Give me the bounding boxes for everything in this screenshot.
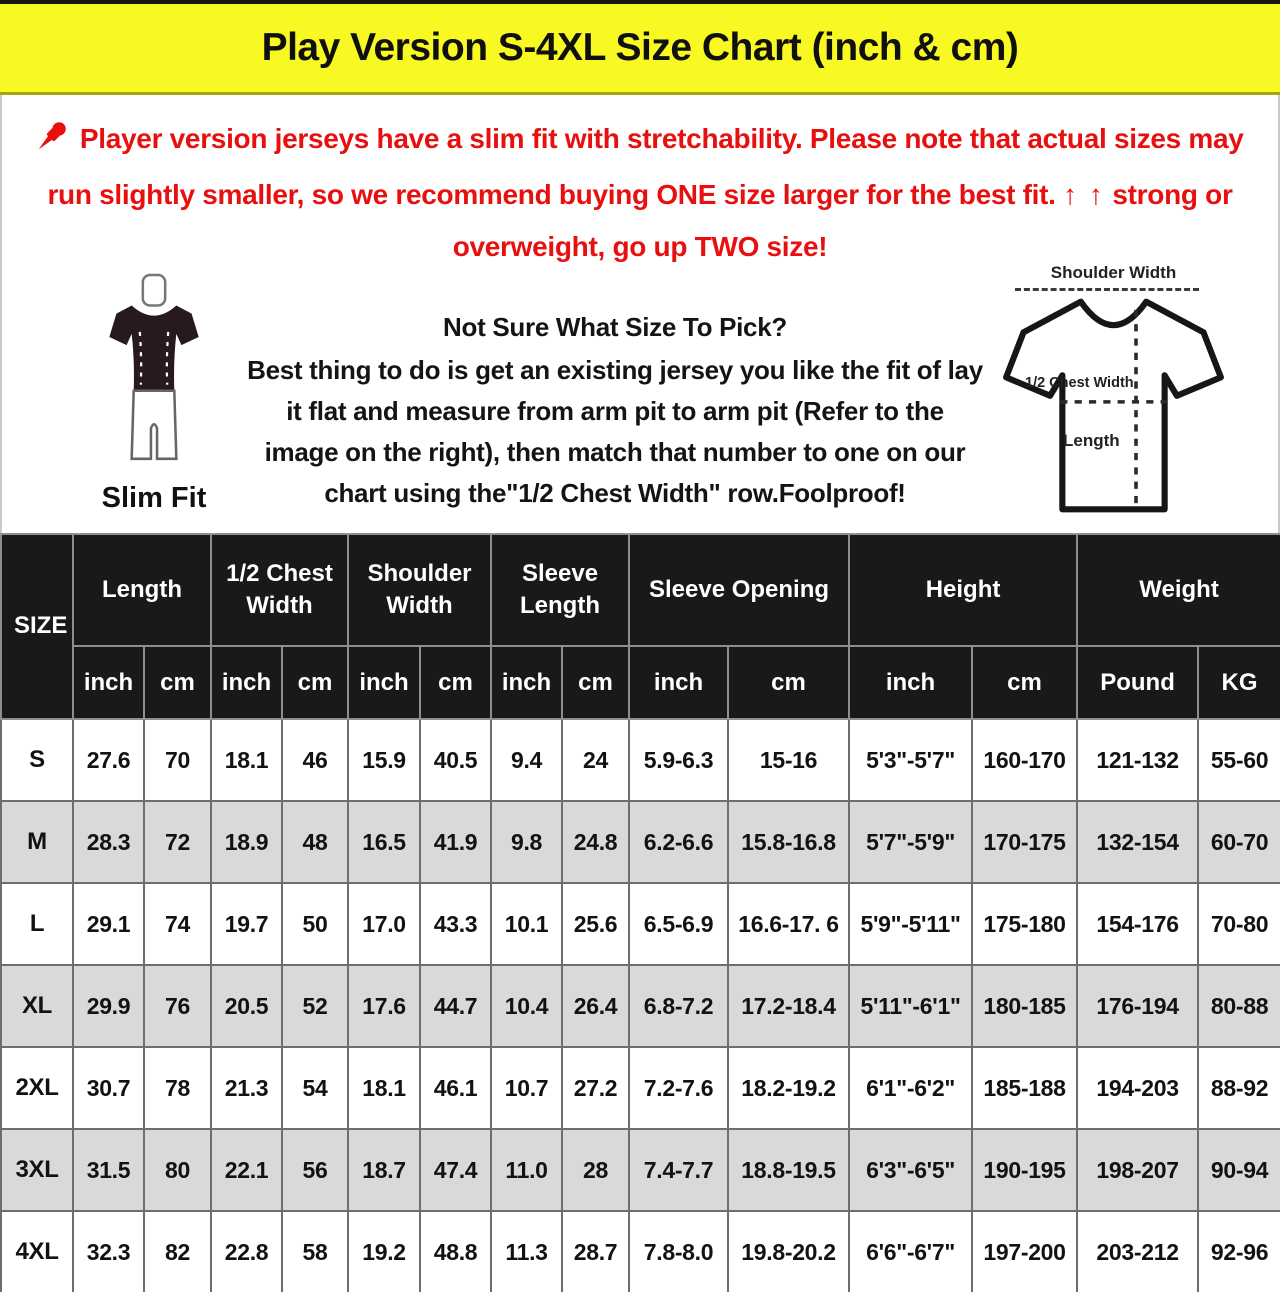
slim-fit-icon — [98, 458, 210, 475]
measurement-cell: 28.3 — [73, 801, 144, 883]
measurement-cell: 80-88 — [1198, 965, 1280, 1047]
measurement-cell: 56 — [282, 1129, 348, 1211]
measurement-cell: 88-92 — [1198, 1047, 1280, 1129]
measurement-cell: 82 — [144, 1211, 211, 1292]
column-group-header: Length — [73, 534, 211, 646]
unit-header: inch — [491, 646, 562, 719]
measurement-cell: 185-188 — [972, 1047, 1077, 1129]
measurement-cell: 48 — [282, 801, 348, 883]
measurement-cell: 19.7 — [211, 883, 282, 965]
measurement-cell: 5.9-6.3 — [629, 719, 728, 801]
measurement-cell: 194-203 — [1077, 1047, 1198, 1129]
measurement-cell: 30.7 — [73, 1047, 144, 1129]
measurement-diagram — [1001, 263, 1226, 525]
measurement-cell: 15.9 — [348, 719, 420, 801]
slim-fit-figure — [44, 273, 264, 515]
measurement-cell: 78 — [144, 1047, 211, 1129]
measurement-cell: 32.3 — [73, 1211, 144, 1292]
measurement-cell: 54 — [282, 1047, 348, 1129]
measurement-cell: 18.1 — [211, 719, 282, 801]
measurement-cell: 18.1 — [348, 1047, 420, 1129]
measurement-cell: 198-207 — [1077, 1129, 1198, 1211]
measurement-cell: 43.3 — [420, 883, 491, 965]
measurement-cell: 46.1 — [420, 1047, 491, 1129]
measurement-cell: 7.4-7.7 — [629, 1129, 728, 1211]
instruction-section — [0, 95, 1280, 533]
measurement-cell: 5'11"-6'1" — [849, 965, 972, 1047]
guide-body: Best thing to do is get an existing jersey you like the fit of lay it flat and measure from arm pit to arm pit (Refer to the image on the right), then match that number to one on our chart using the"1/2 Chest Width" row.Foolproof! — [247, 355, 983, 509]
measurement-cell: 154-176 — [1077, 883, 1198, 965]
unit-header: inch — [73, 646, 144, 719]
measurement-cell: 6.2-6.6 — [629, 801, 728, 883]
measurement-cell: 170-175 — [972, 801, 1077, 883]
measurement-cell: 40.5 — [420, 719, 491, 801]
pushpin-icon — [36, 127, 75, 158]
measurement-cell: 6'3"-6'5" — [849, 1129, 972, 1211]
measurement-cell: 20.5 — [211, 965, 282, 1047]
fit-warning-before: Player version jerseys have a slim fit with stretchability. Please note that actual sizes may run slightly smaller, so we recommend buying ONE size larger for the best fit. — [47, 123, 1244, 210]
measurement-cell: 180-185 — [972, 965, 1077, 1047]
size-table — [0, 533, 1280, 1292]
measurement-cell: 29.1 — [73, 883, 144, 965]
size-pick-guide — [247, 307, 983, 514]
column-group-header: Shoulder Width — [348, 534, 491, 646]
measurement-cell: 10.4 — [491, 965, 562, 1047]
measurement-cell: 27.6 — [73, 719, 144, 801]
measurement-cell: 27.2 — [562, 1047, 629, 1129]
measurement-cell: 21.3 — [211, 1047, 282, 1129]
measurement-cell: 7.2-7.6 — [629, 1047, 728, 1129]
measurement-cell: 203-212 — [1077, 1211, 1198, 1292]
measurement-cell: 7.8-8.0 — [629, 1211, 728, 1292]
tshirt-diagram-icon — [1001, 289, 1226, 525]
measurement-cell: 15-16 — [728, 719, 849, 801]
measurement-cell: 25.6 — [562, 883, 629, 965]
size-row — [1, 1211, 1280, 1292]
unit-header: inch — [849, 646, 972, 719]
measurement-cell: 176-194 — [1077, 965, 1198, 1047]
measurement-cell: 72 — [144, 801, 211, 883]
measurement-cell: 18.9 — [211, 801, 282, 883]
measurement-cell: 28 — [562, 1129, 629, 1211]
measurement-cell: 5'3"-5'7" — [849, 719, 972, 801]
measurement-cell: 11.0 — [491, 1129, 562, 1211]
size-row — [1, 883, 1280, 965]
measurement-cell: 6'1"-6'2" — [849, 1047, 972, 1129]
size-cell: S — [1, 719, 73, 801]
title-banner — [0, 0, 1280, 95]
measurement-cell: 26.4 — [562, 965, 629, 1047]
size-cell: 2XL — [1, 1047, 73, 1129]
column-group-header: 1/2 Chest Width — [211, 534, 348, 646]
size-column-header: SIZE — [1, 534, 73, 719]
size-cell: L — [1, 883, 73, 965]
measurement-cell: 17.2-18.4 — [728, 965, 849, 1047]
measurement-cell: 18.7 — [348, 1129, 420, 1211]
measurement-cell: 19.2 — [348, 1211, 420, 1292]
size-row — [1, 1129, 1280, 1211]
slim-fit-label: Slim Fit — [101, 482, 207, 514]
size-cell: XL — [1, 965, 73, 1047]
size-cell: M — [1, 801, 73, 883]
column-group-header: Weight — [1077, 534, 1280, 646]
unit-header: cm — [420, 646, 491, 719]
measurement-cell: 60-70 — [1198, 801, 1280, 883]
measurement-cell: 175-180 — [972, 883, 1077, 965]
size-cell: 4XL — [1, 1211, 73, 1292]
size-row — [1, 719, 1280, 801]
measurement-cell: 9.4 — [491, 719, 562, 801]
shoulder-width-label: Shoulder Width — [1050, 263, 1177, 282]
measurement-cell: 70 — [144, 719, 211, 801]
measurement-cell: 48.8 — [420, 1211, 491, 1292]
measurement-cell: 24.8 — [562, 801, 629, 883]
measurement-cell: 10.7 — [491, 1047, 562, 1129]
unit-header: cm — [972, 646, 1077, 719]
column-group-header: Sleeve Length — [491, 534, 629, 646]
measurement-cell: 22.1 — [211, 1129, 282, 1211]
measurement-cell: 55-60 — [1198, 719, 1280, 801]
page-title: Play Version S-4XL Size Chart (inch & cm) — [261, 26, 1019, 69]
measurement-cell: 90-94 — [1198, 1129, 1280, 1211]
measurement-cell: 92-96 — [1198, 1211, 1280, 1292]
unit-header: cm — [728, 646, 849, 719]
measurement-cell: 47.4 — [420, 1129, 491, 1211]
unit-header: cm — [562, 646, 629, 719]
measurement-cell: 52 — [282, 965, 348, 1047]
guide-heading: Not Sure What Size To Pick? — [443, 312, 787, 342]
size-cell: 3XL — [1, 1129, 73, 1211]
column-group-header: Height — [849, 534, 1077, 646]
measurement-cell: 121-132 — [1077, 719, 1198, 801]
measurement-cell: 5'9"-5'11" — [849, 883, 972, 965]
measurement-cell: 6.5-6.9 — [629, 883, 728, 965]
measurement-cell: 190-195 — [972, 1129, 1077, 1211]
unit-header: cm — [144, 646, 211, 719]
measurement-cell: 6.8-7.2 — [629, 965, 728, 1047]
measurement-cell: 160-170 — [972, 719, 1077, 801]
fit-warning-after: strong or overweight, go up TWO size! — [452, 178, 1233, 262]
column-group-header: Sleeve Opening — [629, 534, 849, 646]
measurement-cell: 11.3 — [491, 1211, 562, 1292]
measurement-cell: 28.7 — [562, 1211, 629, 1292]
up-arrows-icon: ↑ ↑ — [1063, 178, 1105, 210]
size-row — [1, 801, 1280, 883]
measurement-cell: 18.2-19.2 — [728, 1047, 849, 1129]
measurement-cell: 74 — [144, 883, 211, 965]
measurement-cell: 132-154 — [1077, 801, 1198, 883]
measurement-cell: 5'7"-5'9" — [849, 801, 972, 883]
measurement-cell: 16.5 — [348, 801, 420, 883]
unit-header: inch — [629, 646, 728, 719]
unit-header: inch — [348, 646, 420, 719]
measurement-cell: 17.0 — [348, 883, 420, 965]
measurement-cell: 46 — [282, 719, 348, 801]
measurement-cell: 80 — [144, 1129, 211, 1211]
measurement-cell: 29.9 — [73, 965, 144, 1047]
unit-header: inch — [211, 646, 282, 719]
measurement-cell: 17.6 — [348, 965, 420, 1047]
measurement-cell: 19.8-20.2 — [728, 1211, 849, 1292]
length-label: Length — [1063, 431, 1120, 450]
unit-header: Pound — [1077, 646, 1198, 719]
measurement-cell: 76 — [144, 965, 211, 1047]
measurement-cell: 50 — [282, 883, 348, 965]
measurement-cell: 16.6-17. 6 — [728, 883, 849, 965]
measurement-cell: 22.8 — [211, 1211, 282, 1292]
measurement-cell: 31.5 — [73, 1129, 144, 1211]
measurement-cell: 70-80 — [1198, 883, 1280, 965]
measurement-cell: 15.8-16.8 — [728, 801, 849, 883]
fit-warning-text — [16, 113, 1264, 272]
measurement-cell: 197-200 — [972, 1211, 1077, 1292]
measurement-cell: 24 — [562, 719, 629, 801]
half-chest-width-label: 1/2 Chest Width — [1025, 375, 1134, 391]
size-row — [1, 965, 1280, 1047]
size-row — [1, 1047, 1280, 1129]
measurement-cell: 10.1 — [491, 883, 562, 965]
unit-header: KG — [1198, 646, 1280, 719]
measurement-cell: 18.8-19.5 — [728, 1129, 849, 1211]
unit-header: cm — [282, 646, 348, 719]
measurement-cell: 6'6"-6'7" — [849, 1211, 972, 1292]
measurement-cell: 41.9 — [420, 801, 491, 883]
measurement-cell: 9.8 — [491, 801, 562, 883]
measurement-cell: 58 — [282, 1211, 348, 1292]
measurement-cell: 44.7 — [420, 965, 491, 1047]
